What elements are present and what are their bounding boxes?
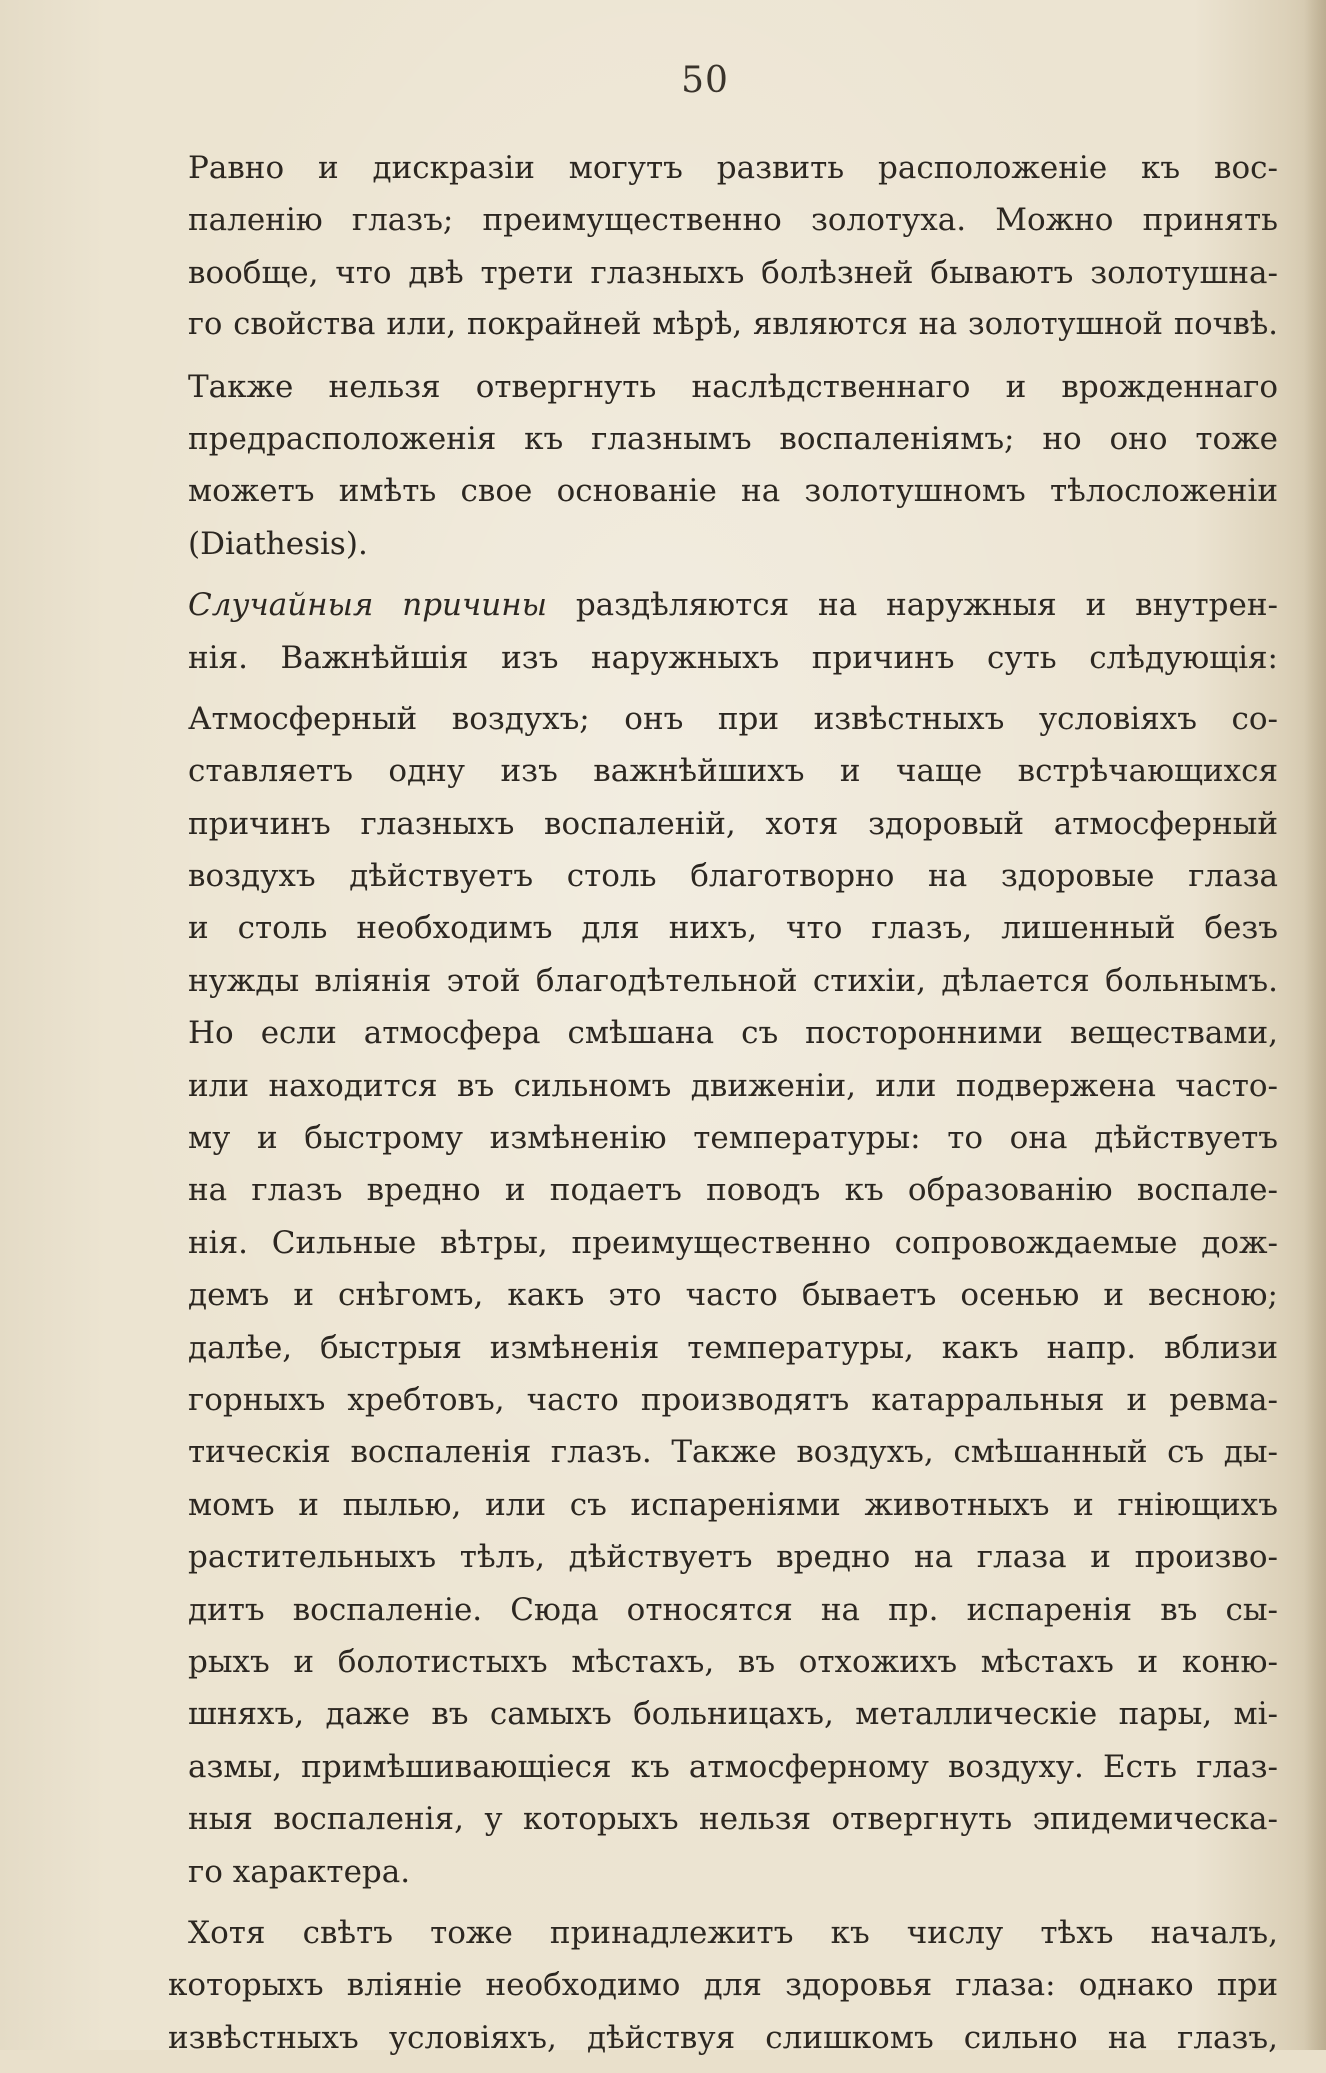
text-line — [188, 579, 1278, 631]
text-line: на глазъ вредно и подаетъ поводъ къ образованію воспале- — [188, 1172, 1278, 1209]
text-line: или находится въ сильномъ движеніи, или подвержена часто- — [188, 1067, 1278, 1104]
italic-heading-phrase: Случайныя причины — [188, 587, 547, 624]
text-line: растительныхъ тѣлъ, дѣйствуетъ вредно на глаза и произво- — [188, 1539, 1278, 1576]
text-line: предрасположенія къ глазнымъ воспаленіямъ; но оно тоже — [188, 420, 1278, 457]
text-line: причинъ глазныхъ воспаленій, хотя здоровый атмосферный — [188, 805, 1278, 842]
text-line: ныя воспаленія, у которыхъ нельзя отвергнуть эпидемическа- — [188, 1801, 1278, 1838]
text-line: далѣе, быстрыя измѣненія температуры, какъ напр. вблизи — [188, 1329, 1278, 1366]
text-line: го свойства или, покрайней мѣрѣ, являются на золотушной почвѣ. — [188, 307, 1278, 343]
text-body — [168, 142, 1278, 2073]
text-line: го характера. — [188, 1853, 411, 1890]
text-line: му и быстрому измѣненію температуры: то она дѣйствуетъ — [188, 1120, 1278, 1157]
text-line: момъ и пылью, или съ испареніями животныхъ и гніющихъ — [188, 1486, 1278, 1523]
paragraph — [188, 361, 1278, 571]
paragraph — [188, 579, 1278, 684]
text-line: Хотя свѣтъ тоже принадлежитъ къ числу тѣхъ началъ, — [188, 1914, 1278, 1951]
text-line: дитъ воспаленіе. Сюда относятся на пр. испаренія въ сы- — [188, 1591, 1278, 1628]
text-line: демъ и снѣгомъ, какъ это часто бываетъ осенью и весною; — [188, 1277, 1278, 1314]
text-line: (Diathesis). — [188, 525, 368, 562]
text-line: Также нельзя отвергнуть наслѣдственнаго и врожденнаго — [188, 368, 1278, 405]
text-line: азмы, примѣшивающіеся къ атмосферному воздуху. Есть глаз- — [188, 1748, 1278, 1785]
text-line: Атмосферный воздухъ; онъ при извѣстныхъ условіяхъ со- — [188, 700, 1278, 737]
text-line: тическія воспаленія глазъ. Также воздухъ, смѣшанный съ ды- — [188, 1434, 1278, 1471]
page-edge-shadow — [1304, 0, 1326, 2050]
text-line: шняхъ, даже въ самыхъ больницахъ, металлическіе пары, мі- — [188, 1696, 1278, 1733]
text-line: извѣстныхъ условіяхъ, дѣйствуя слишкомъ сильно на глазъ, — [168, 2019, 1278, 2056]
text-line: нія. Сильные вѣтры, преимущественно сопровождаемые дож- — [188, 1224, 1278, 1261]
paragraph — [188, 142, 1278, 352]
text-line: ставляетъ одну изъ важнѣйшихъ и чаще встрѣчающихся — [188, 753, 1278, 790]
text-line: рыхъ и болотистыхъ мѣстахъ, въ отхожихъ мѣстахъ и коню- — [188, 1643, 1278, 1680]
page-number: 50 — [681, 60, 729, 101]
text-line: которыхъ вліяніе необходимо для здоровья глаза: однако при — [168, 1967, 1278, 2004]
text-line: вообще, что двѣ трети глазныхъ болѣзней бываютъ золотушна- — [188, 254, 1278, 291]
text-line-rest: раздѣляются на наружныя и внутрен- — [546, 587, 1278, 624]
text-line: горныхъ хребтовъ, часто производятъ катарральныя и ревма- — [188, 1381, 1278, 1418]
text-line: можетъ имѣть свое основаніе на золотушномъ тѣлосложеніи — [188, 473, 1278, 510]
text-line: нужды вліянія этой благодѣтельной стихіи, дѣлается больнымъ. — [188, 962, 1278, 999]
text-line: и столь необходимъ для нихъ, что глазъ, лишенный безъ — [188, 910, 1278, 947]
text-line: паленію глазъ; преимущественно золотуха. Можно принять — [188, 202, 1278, 239]
text-line: Равно и дискразіи могутъ развить расположеніе къ вос- — [188, 150, 1278, 186]
text-line: нія. Важнѣйшія изъ наружныхъ причинъ суть слѣдующія: — [188, 639, 1278, 676]
paragraph — [188, 693, 1278, 1898]
text-line: Но если атмосфера смѣшана съ посторонними веществами, — [188, 1015, 1278, 1052]
paragraph — [168, 1907, 1278, 2064]
text-line: воздухъ дѣйствуетъ столь благотворно на здоровые глаза — [188, 858, 1278, 895]
